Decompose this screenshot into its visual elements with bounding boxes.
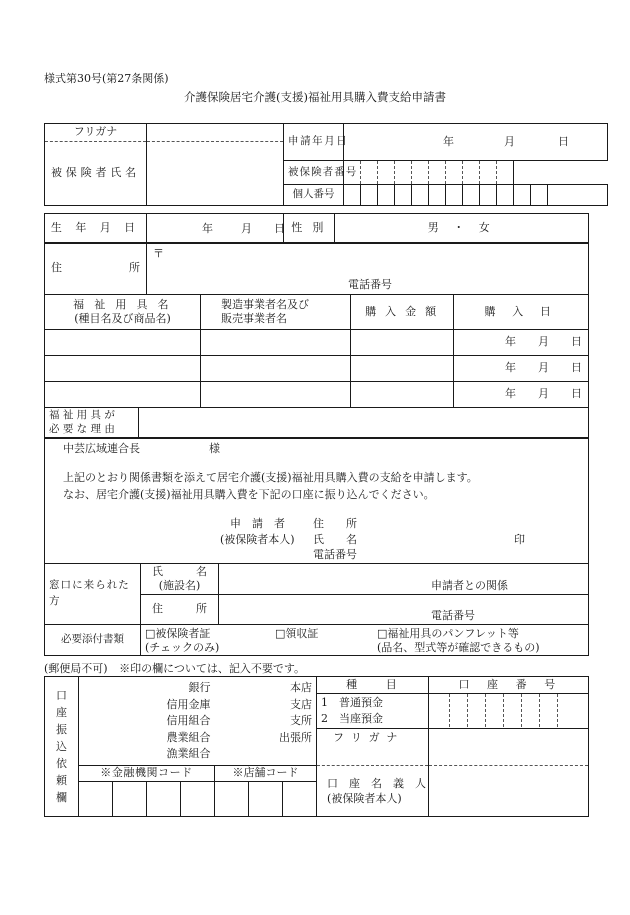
personal-number-digit[interactable]	[429, 185, 446, 206]
declarant-name-label: 氏 名	[313, 533, 357, 546]
personal-number-digit[interactable]	[378, 185, 395, 206]
insured-number-digit[interactable]	[463, 161, 480, 185]
branch-type: 支店	[290, 697, 313, 711]
amount-cell[interactable]	[351, 382, 454, 408]
equipment-row	[45, 356, 589, 382]
notes-row	[44, 660, 305, 676]
address-table	[44, 242, 589, 295]
bank-label-char: 座	[56, 705, 67, 719]
doc-pamphlet-note: (品名、型式等が確認できるもの)	[377, 640, 540, 654]
applicant-sub: (被保険者本人)	[220, 533, 295, 546]
account-number-cell[interactable]	[429, 694, 589, 728]
personal-number-digit[interactable]	[361, 185, 378, 206]
institution-code-label: ※金融機関コード	[79, 766, 215, 782]
institution-code-digit[interactable]	[181, 782, 215, 817]
insured-number-digit[interactable]	[378, 161, 395, 185]
maker-sub: 販売事業者名	[221, 312, 287, 325]
bank-label-char: 頼	[56, 774, 67, 788]
branch-type: 出張所	[279, 730, 313, 744]
visitor-table	[44, 563, 589, 625]
address-field[interactable]	[147, 243, 589, 295]
personal-number-digit[interactable]	[480, 185, 497, 206]
holder-furigana-field[interactable]	[429, 728, 589, 765]
branch-code-digit[interactable]	[215, 782, 249, 817]
documents-table	[44, 624, 589, 656]
furigana-label-bank: フ リ ガ ナ	[317, 728, 429, 765]
personal-number-digit[interactable]	[395, 185, 412, 206]
personal-number-digit[interactable]	[446, 185, 463, 206]
relation-label: 申請者との関係	[431, 578, 508, 592]
holder-label-cell	[317, 766, 429, 817]
branch-type: 支所	[290, 714, 313, 727]
branch-types	[279, 680, 312, 746]
branch-code-digit[interactable]	[283, 782, 317, 817]
insured-name-input[interactable]	[147, 142, 284, 206]
account-number-boxes	[429, 694, 588, 727]
branch-type: 本店	[290, 681, 313, 694]
declarant-phone-label: 電話番号	[313, 548, 357, 561]
personal-number-label: 個人番号	[284, 185, 344, 206]
personal-number-digit[interactable]	[514, 185, 531, 206]
institution-types	[167, 680, 211, 763]
visitor-facility-label: (施設名)	[158, 579, 201, 592]
purchase-date-cell[interactable]: 年 月 日	[454, 330, 589, 356]
address-label	[45, 243, 147, 295]
equipment-row	[45, 382, 589, 408]
purchase-date-cell[interactable]: 年 月 日	[454, 382, 589, 408]
bank-section-label	[45, 677, 79, 817]
equipment-name-title: 福 祉 用 具 名	[73, 297, 172, 311]
address-label-text	[49, 261, 142, 275]
maker-cell[interactable]	[201, 356, 351, 382]
visitor-name-label: 氏 名	[152, 564, 207, 578]
equipment-row	[45, 330, 589, 356]
purchase-date-cell[interactable]: 年 月 日	[454, 356, 589, 382]
doc-check-note: (チェックのみ)	[145, 640, 220, 654]
birth-month: 月	[241, 221, 252, 235]
institution-type: 農業組合	[166, 730, 211, 744]
equipment-name-cell[interactable]	[45, 330, 201, 356]
visitor-address-field[interactable]	[219, 595, 589, 625]
month-label: 月	[504, 135, 515, 148]
equipment-table	[44, 294, 589, 408]
bank-label-char: 込	[56, 739, 67, 753]
bank-label-char: 口	[56, 688, 67, 702]
doc-pamphlet[interactable]: □福祉用具のパンフレット等	[377, 626, 519, 640]
addressee: 中芸広域連合長	[63, 442, 140, 455]
visitor-name-label-cell	[141, 564, 219, 595]
furigana-input[interactable]	[147, 124, 284, 142]
declarant-address-label: 住 所	[313, 517, 357, 530]
institution-code-digit[interactable]	[113, 782, 147, 817]
maker-header	[201, 295, 351, 330]
doc-insured-card[interactable]: □被保険者証	[145, 626, 211, 640]
account-digit[interactable]	[485, 694, 503, 727]
personal-number-digit[interactable]	[344, 185, 361, 206]
account-digit[interactable]	[467, 694, 485, 727]
visitor-label: 窓口に来られた方	[45, 564, 141, 625]
account-type-ordinary[interactable]: 1 普通預金	[321, 695, 384, 709]
reason-field[interactable]	[139, 408, 589, 439]
insured-number-digit[interactable]	[480, 161, 497, 185]
seal-mark: 印	[514, 533, 525, 546]
personal-number-digit[interactable]	[497, 185, 514, 206]
visitor-address-label: 住 所	[141, 595, 219, 625]
bank-label-char: 振	[56, 722, 67, 736]
gender-options[interactable]: 男 ・ 女	[335, 214, 589, 244]
applicant-table	[44, 123, 608, 206]
personal-number-digit[interactable]	[463, 185, 480, 206]
maker-cell[interactable]	[201, 330, 351, 356]
equipment-name-cell[interactable]	[45, 356, 201, 382]
honorific: 様	[209, 442, 220, 455]
declaration-line-1: 上記のとおり関係書類を添えて居宅介護(支援)福祉用具購入費の支給を申請します。	[63, 471, 478, 484]
insured-number-digit[interactable]	[497, 161, 514, 185]
account-type-cell[interactable]	[317, 694, 429, 728]
amount-cell[interactable]	[351, 356, 454, 382]
branch-code-label: ※店舗コード	[215, 766, 317, 782]
branch-code-digit[interactable]	[249, 782, 283, 817]
declaration-line-2: なお、居宅介護(支援)福祉用具購入費を下記の口座に振り込んでください。	[63, 488, 435, 501]
application-date-label: 申請年月日	[284, 124, 344, 161]
institution-code-digit[interactable]	[147, 782, 181, 817]
asterisk-note: ※印の欄については、記入不要です。	[119, 662, 305, 675]
bank-table	[44, 676, 589, 817]
maker-cell[interactable]	[201, 382, 351, 408]
bank-institution-cell[interactable]	[79, 677, 215, 766]
account-type-current[interactable]: 2 当座預金	[321, 711, 384, 725]
equipment-name-sub: (種目名及び商品名)	[74, 312, 171, 325]
application-date-field[interactable]	[344, 124, 608, 161]
equipment-name-cell[interactable]	[45, 382, 201, 408]
amount-header: 購 入 金 額	[351, 295, 454, 330]
reason-label	[45, 408, 139, 439]
holder-name-field[interactable]	[429, 766, 589, 817]
personal-number-digit[interactable]	[531, 185, 548, 206]
birth-day: 日	[274, 221, 285, 235]
documents-label: 必要添付書類	[45, 625, 141, 656]
bank-branch-cell[interactable]	[215, 677, 317, 766]
insured-number-digit[interactable]	[446, 161, 463, 185]
birth-date-field[interactable]	[147, 214, 284, 244]
reason-table	[44, 407, 589, 439]
insured-number-label: 被保険者番号	[284, 161, 344, 185]
bank-label-char: 依	[56, 757, 67, 771]
account-digit[interactable]	[449, 694, 467, 727]
account-digit[interactable]	[503, 694, 521, 727]
insured-number-digit[interactable]	[395, 161, 412, 185]
account-digit[interactable]	[539, 694, 558, 727]
maker-title: 製造事業者名及び	[221, 297, 309, 311]
phone-label: 電話番号	[348, 277, 392, 291]
amount-cell[interactable]	[351, 330, 454, 356]
holder-label: 口 座 名 義 人	[327, 776, 427, 790]
insured-number-digit[interactable]	[429, 161, 446, 185]
documents-field	[141, 625, 589, 656]
institution-code-digit[interactable]	[79, 782, 113, 817]
birth-year: 年	[202, 221, 213, 235]
insured-number-digit[interactable]	[412, 161, 429, 185]
visitor-phone-label: 電話番号	[431, 608, 475, 622]
postal-mark: 〒	[153, 246, 164, 260]
post-office-note: (郵便局不可)	[44, 662, 108, 675]
reason-label-2: 必 要 な 理 由	[49, 423, 115, 435]
account-digit[interactable]	[521, 694, 539, 727]
doc-receipt[interactable]: □領収証	[275, 626, 319, 640]
birth-gender-table	[44, 213, 589, 244]
account-type-label: 種 目	[317, 677, 429, 694]
year-label: 年	[443, 135, 454, 148]
applicant-label: 申 請 者	[230, 517, 285, 530]
reason-label-1: 福 祉 用 具 が	[49, 409, 115, 422]
bank-label-char: 欄	[56, 791, 67, 805]
purchase-date-header: 購 入 日	[454, 295, 589, 330]
account-number-label: 口 座 番 号	[429, 677, 589, 694]
institution-type: 漁業組合	[166, 747, 211, 760]
gender-label: 性 別	[284, 214, 335, 244]
form-title: 介護保険居宅介護(支援)福祉用具購入費支給申請書	[184, 90, 446, 104]
address-char-2: 所	[129, 261, 140, 275]
day-label: 日	[558, 135, 569, 148]
birth-date-label: 生 年 月 日	[45, 214, 147, 244]
institution-type: 信用組合	[166, 714, 211, 727]
insured-name-label: 被保険者氏名	[45, 142, 147, 206]
form-number: 様式第30号(第27条関係)	[44, 72, 169, 85]
personal-number-digit[interactable]	[412, 185, 429, 206]
declaration-table	[44, 437, 589, 564]
declaration-cell	[45, 438, 589, 564]
holder-sub: (被保険者本人)	[327, 792, 402, 805]
institution-type: 銀行	[188, 681, 211, 694]
visitor-name-field[interactable]	[219, 564, 589, 595]
equipment-name-header	[45, 295, 201, 330]
insured-number-digit[interactable]	[361, 161, 378, 185]
furigana-label: フリガナ	[45, 124, 147, 142]
institution-type: 信用金庫	[166, 697, 211, 711]
address-char-1: 住	[51, 261, 62, 275]
